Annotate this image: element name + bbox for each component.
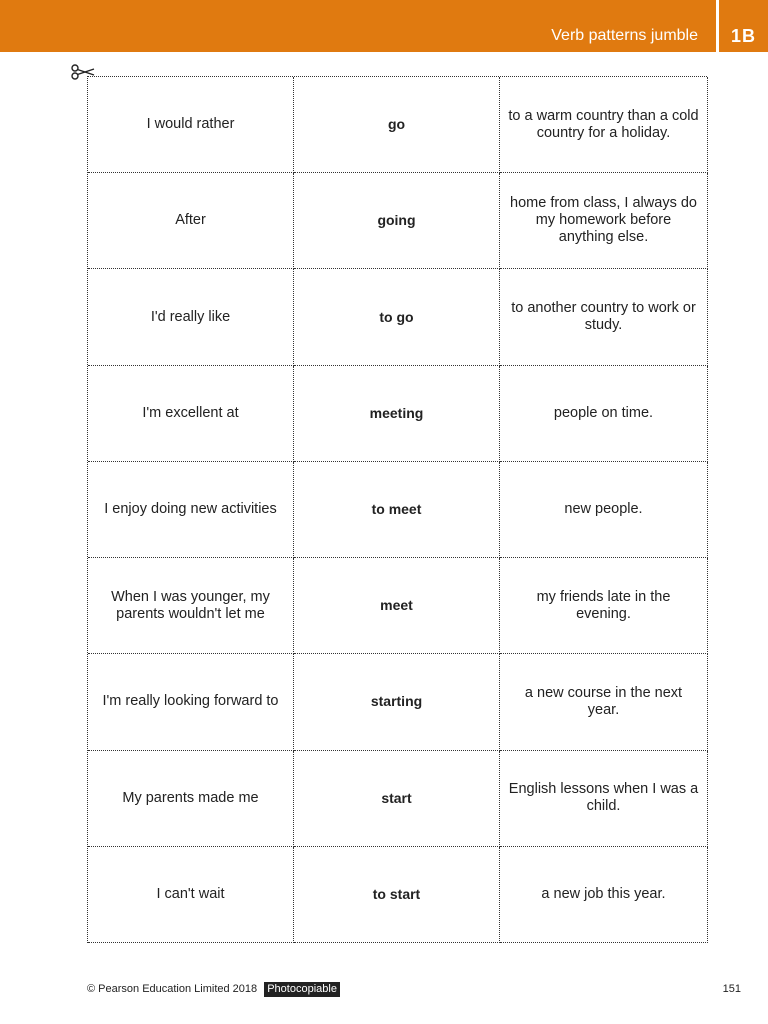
card-middle: go bbox=[294, 77, 500, 173]
card-middle: start bbox=[294, 751, 500, 847]
footer bbox=[87, 981, 340, 999]
card-middle: meeting bbox=[294, 366, 500, 462]
card-grid bbox=[87, 76, 707, 943]
header-bar bbox=[0, 0, 768, 52]
card-right: new people. bbox=[500, 462, 708, 558]
card-middle: to meet bbox=[294, 462, 500, 558]
card-middle: to start bbox=[294, 847, 500, 943]
card-right: people on time. bbox=[500, 366, 708, 462]
card-middle: meet bbox=[294, 558, 500, 654]
card-left: I enjoy doing new activities bbox=[88, 462, 294, 558]
card-left: My parents made me bbox=[88, 751, 294, 847]
card-right: English lessons when I was a child. bbox=[500, 751, 708, 847]
unit-code: 1B bbox=[730, 26, 756, 46]
photocopiable-badge: Photocopiable bbox=[264, 982, 340, 997]
card-right: my friends late in the evening. bbox=[500, 558, 708, 654]
page-title: Verb patterns jumble bbox=[551, 27, 698, 44]
card-left: I'm really looking forward to bbox=[88, 654, 294, 750]
card-right: to another country to work or study. bbox=[500, 269, 708, 365]
card-right: to a warm country than a cold country for a holiday. bbox=[500, 77, 708, 173]
card-left: When I was younger, my parents wouldn't let me bbox=[88, 558, 294, 654]
card-middle: to go bbox=[294, 269, 500, 365]
card-left: I'd really like bbox=[88, 269, 294, 365]
card-left: After bbox=[88, 173, 294, 269]
card-middle: starting bbox=[294, 654, 500, 750]
card-left: I'm excellent at bbox=[88, 366, 294, 462]
card-left: I can't wait bbox=[88, 847, 294, 943]
copyright-text: © Pearson Education Limited 2018 bbox=[87, 983, 258, 995]
card-middle: going bbox=[294, 173, 500, 269]
card-left: I would rather bbox=[88, 77, 294, 173]
page-number: 151 bbox=[722, 983, 741, 995]
card-right: home from class, I always do my homework before anything else. bbox=[500, 173, 708, 269]
card-right: a new course in the next year. bbox=[500, 654, 708, 750]
card-right: a new job this year. bbox=[500, 847, 708, 943]
